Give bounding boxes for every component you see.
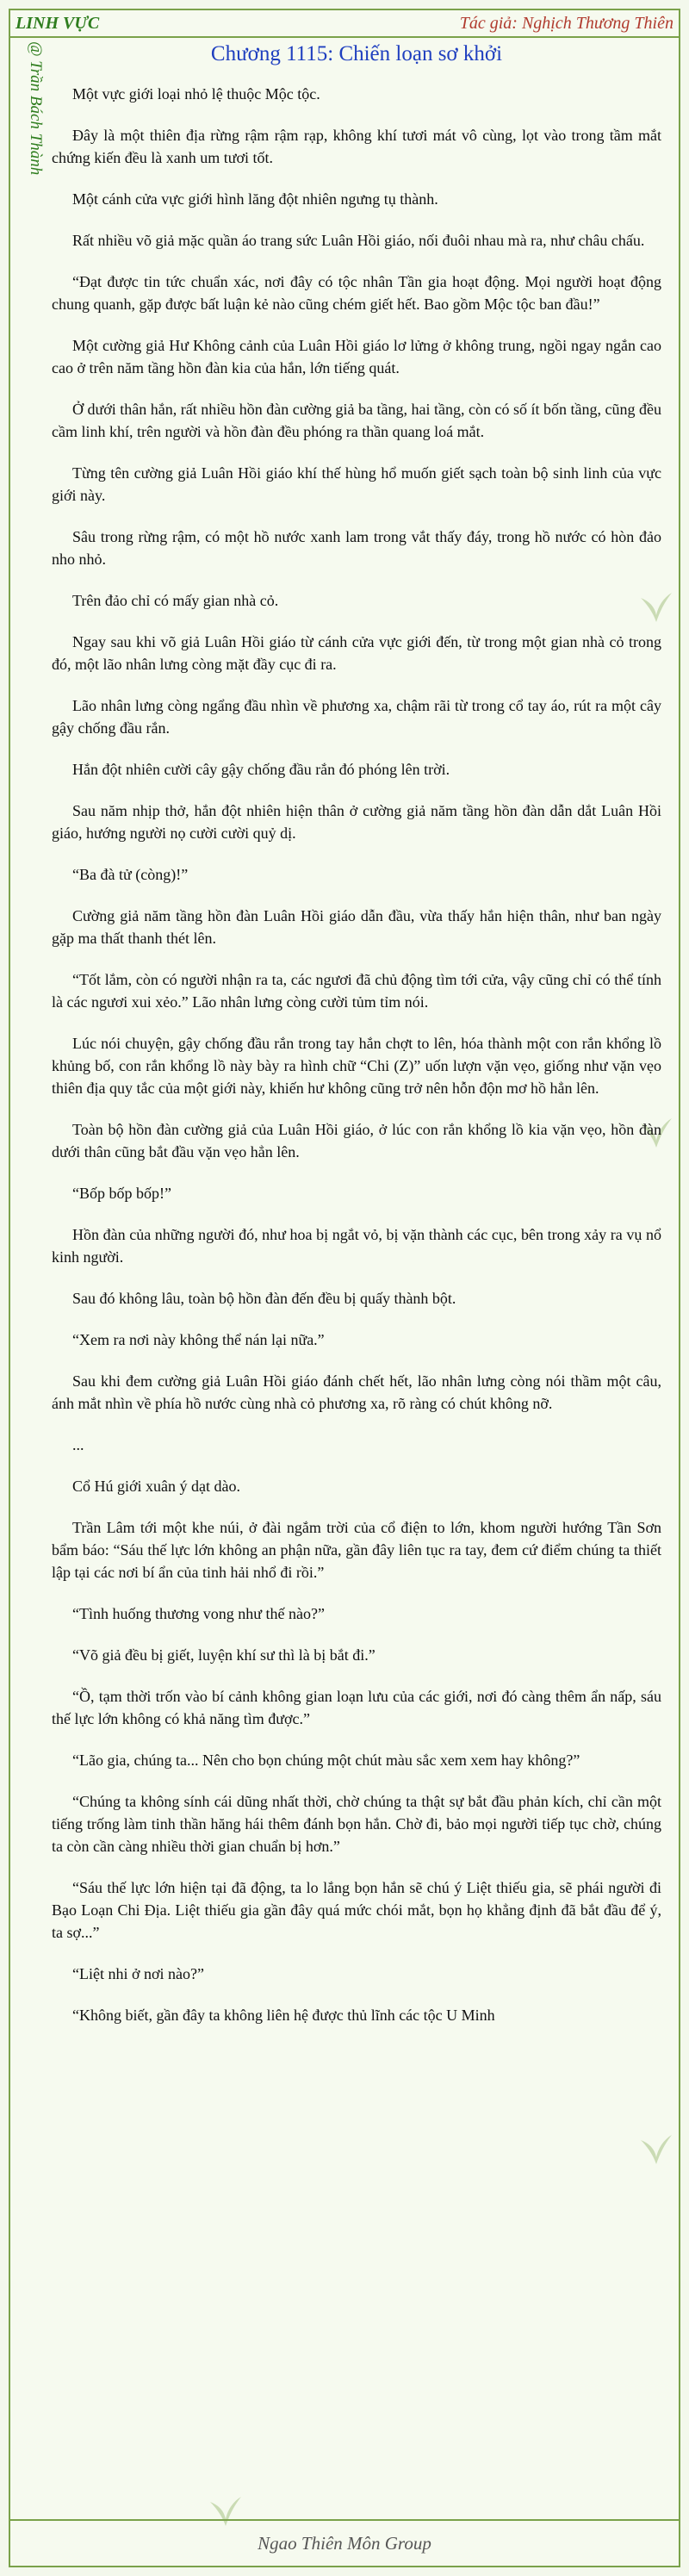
paragraph: Sâu trong rừng rậm, có một hồ nước xanh lam trong vắt thấy đáy, trong hồ nước có hòn đảo nho nhỏ. [52,528,661,568]
sidebar-credit [10,38,45,348]
paragraph: “Bốp bốp bốp!” [72,1185,171,1202]
paragraph: “Lão gia, chúng ta... Nên cho bọn chúng một chút màu sắc xem xem hay không?” [72,1752,580,1769]
paragraph: “Ba đà tử (còng)!” [72,866,189,883]
paragraph: Từng tên cường giả Luân Hồi giáo khí thế hùng hổ muốn giết sạch toàn bộ sinh linh của vực giới này. [52,464,661,504]
paragraph: Đây là một thiên địa rừng rậm rậm rạp, không khí tươi mát vô cùng, lọt vào trong tầm mắt chứng kiến đều là xanh um tươi tốt. [52,127,661,166]
paragraph: Lão nhân lưng còng ngẩng đầu nhìn về phương xa, chậm rãi từ trong cổ tay áo, rút ra một cây gậy chống đầu rắn. [52,697,661,737]
paragraph: Trần Lâm tới một khe núi, ở đài ngắm trời của cổ điện to lớn, khom người hướng Tần Sơn bẩm báo: “Sáu thế lực lớn không an phận nữa, gần đây liên tục ra tay, đem cứ điểm chúng ta thiết lập tại các nơi bí ẩn của tinh hải nhổ đi rồi.” [52,1519,661,1581]
group-name: Ngao Thiên Môn Group [258,2532,431,2554]
paragraph: Một vực giới loại nhỏ lệ thuộc Mộc tộc. [72,85,320,103]
chapter-title: Chương 1115: Chiến loạn sơ khởi [210,42,503,65]
paragraph: Sau khi đem cường giả Luân Hồi giáo đánh chết hết, lão nhân lưng còng nói thầm một câu, ánh mắt nhìn về phía hồ nước cùng nhà cỏ phương xa, rõ ràng có chút không nỡ. [52,1372,661,1412]
paragraph: “Đạt được tin tức chuẩn xác, nơi đây có tộc nhân Tần gia hoạt động. Mọi người hoạt động chung quanh, gặp được bất luận kẻ nào cũng chém giết hết. Bao gồm Mộc tộc ban đầu!” [52,273,661,313]
paragraph: Sau đó không lâu, toàn bộ hồn đàn đến đều bị quấy thành bột. [72,1290,456,1307]
paragraph: “Võ giả đều bị giết, luyện khí sư thì là bị bắt đi.” [72,1646,376,1664]
paragraph: “Liệt nhi ở nơi nào?” [72,1965,204,1982]
paragraph: “Tình huống thương vong như thế nào?” [72,1605,325,1622]
paragraph: Ngay sau khi võ giả Luân Hồi giáo từ cánh cửa vực giới đến, từ trong một gian nhà cỏ trong đó, một lão nhân lưng còng mặt đầy cục đi ra. [52,633,661,673]
paragraph: “Ồ, tạm thời trốn vào bí cảnh không gian loạn lưu của các giới, nơi đó càng thêm ẩn nấp, sáu thế lực lớn không có khả năng tìm được.” [52,1688,661,1727]
paragraph: Cường giả năm tầng hồn đàn Luân Hồi giáo dẫn đầu, vừa thấy hắn hiện thân, như ban ngày gặp ma thất thanh thét lên. [52,907,661,947]
paragraph: Trên đảo chỉ có mấy gian nhà cỏ. [72,592,279,609]
paragraph: Toàn bộ hồn đàn cường giả của Luân Hồi giáo, ở lúc con rắn khổng lồ kia vặn vẹo, hồn đàn dưới thân cũng bắt đầu vặn vẹo hẳn lên. [52,1121,661,1160]
translator-credit: @ Trần Bách Thành [27,41,45,176]
paragraph-list [52,83,661,2026]
paragraph: Lúc nói chuyện, gậy chống đầu rắn trong tay hắn chợt to lên, hóa thành một con rắn khổng lồ khủng bố, con rắn khổng lồ này bày ra hình chữ “Chi (Z)” uốn lượn vặn vẹo, giống như vặn vẹo thiên địa quy tắc của một giới này, khiến hư không cũng trở nên hỗn độn mơ hồ hẳn lên. [52,1035,661,1097]
paragraph: “Chúng ta không sính cái dũng nhất thời, chờ chúng ta thật sự bắt đầu phản kích, chỉ cần một tiếng trống làm tinh thần hăng hái thêm đánh bọn hắn. Chờ đi, bảo mọi người tiếp tục chờ, chúng ta còn cần càng nhiều thời gian chuẩn bị hơn.” [52,1793,661,1855]
paragraph: “Sáu thế lực lớn hiện tại đã động, ta lo lắng bọn hắn sẽ chú ý Liệt thiếu gia, sẽ phái người đi Bạo Loạn Chi Địa. Liệt thiếu gia gần đây quá mức chói mắt, bọn họ khẳng định đã bắt đầu để ý, ta sợ...” [52,1879,661,1941]
paragraph: Hắn đột nhiên cười cây gậy chống đầu rắn đó phóng lên trời. [72,761,450,778]
chapter-content [52,38,661,2516]
paragraph: ... [72,1436,84,1453]
paragraph: “Xem ra nơi này không thể nán lại nữa.” [72,1331,325,1348]
paragraph: Rất nhiều võ giả mặc quần áo trang sức Luân Hồi giáo, nối đuôi nhau mà ra, như châu chấu. [72,232,645,249]
paragraph: Ở dưới thân hắn, rất nhiều hồn đàn cường giả ba tầng, hai tầng, còn có số ít bốn tầng, cũng đều cầm linh khí, trên người và hồn đàn đều phóng ra thần quang loá mắt. [52,401,661,440]
paragraph: Cổ Hú giới xuân ý dạt dào. [72,1478,240,1495]
paragraph: “Tốt lắm, còn có người nhận ra ta, các ngươi đã chủ động tìm tới cửa, vậy cũng chỉ có thể tính là các ngươi xui xẻo.” Lão nhân lưng còng cười tủm tỉm nói. [52,971,661,1011]
paragraph: Hồn đàn của những người đó, như hoa bị ngắt vỏ, bị vặn thành các cục, bên trong xảy ra vụ nổ kinh người. [52,1226,661,1266]
author-label: Tác giả: Nghịch Thương Thiên [459,13,673,33]
paragraph: Một cánh cửa vực giới hình lăng đột nhiên ngưng tụ thành. [72,190,438,208]
page-footer [10,2519,679,2566]
paragraph: “Không biết, gần đây ta không liên hệ được thủ lĩnh các tộc U Minh [72,2007,495,2024]
book-title: LINH VỰC [16,13,100,33]
paragraph: Sau năm nhịp thở, hắn đột nhiên hiện thân ở cường giả năm tầng hồn đàn dẫn dắt Luân Hồi giáo, hướng người nọ cười cười quỷ dị. [52,802,661,842]
page-header [10,10,679,38]
paragraph: Một cường giả Hư Không cảnh của Luân Hồi giáo lơ lửng ở không trung, ngồi ngay ngắn cao cao ở trên năm tầng hồn đàn kia của hắn, lớn tiếng quát. [52,337,661,376]
